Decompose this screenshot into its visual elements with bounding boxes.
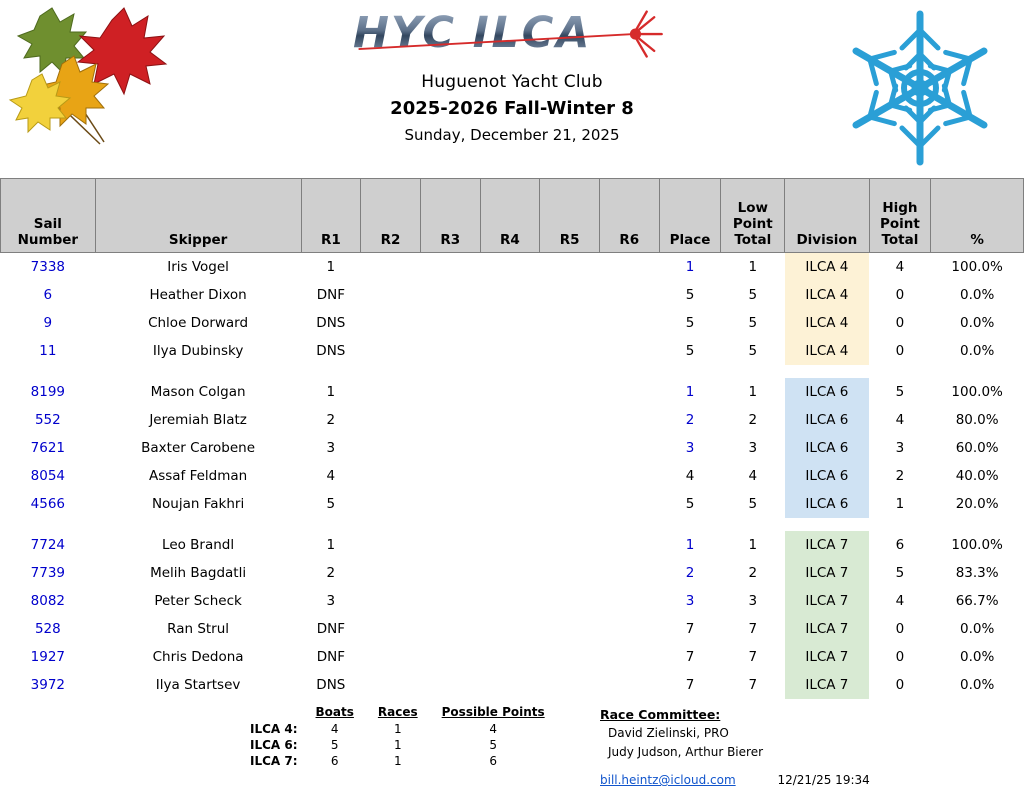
svg-text:ILCA: ILCA	[472, 8, 593, 59]
cell-r1: DNF	[316, 287, 345, 303]
group-spacer	[1, 365, 1024, 378]
cell-sail-number: 7739	[30, 565, 66, 581]
cell-r3	[420, 643, 480, 671]
cell-r4	[480, 406, 540, 434]
cell-percent: 100.0%	[951, 537, 1003, 553]
cell-r1: DNF	[316, 649, 345, 665]
cell-division: ILCA 4	[785, 281, 869, 309]
cell-r1: DNS	[316, 343, 346, 359]
cell-r4	[480, 490, 540, 518]
cell-division: ILCA 7	[785, 587, 869, 615]
summary-races: 1	[393, 738, 402, 752]
summary-body	[238, 721, 557, 769]
cell-r4	[480, 531, 540, 559]
col-header-high-line1: High	[882, 200, 918, 216]
group-spacer-cell	[1, 365, 1024, 378]
cell-sail-number: 7621	[30, 440, 66, 456]
col-header-high-line2: Point	[880, 216, 920, 232]
hyc-ilca-logo	[0, 6, 1024, 64]
col-header-percent: %	[931, 179, 1024, 253]
cell-low-point-total: 2	[748, 565, 758, 581]
cell-high-point-total: 4	[895, 593, 905, 609]
cell-skipper: Peter Scheck	[154, 593, 242, 609]
cell-r3	[420, 337, 480, 365]
cell-r6	[599, 671, 659, 699]
summary-boats: 6	[330, 754, 339, 768]
cell-r5	[540, 253, 600, 282]
cell-r4	[480, 462, 540, 490]
cell-skipper: Chloe Dorward	[148, 315, 249, 331]
col-header-r6: R6	[599, 179, 659, 253]
cell-low-point-total: 5	[748, 287, 758, 303]
table-header-row	[1, 179, 1024, 253]
cell-place: 7	[685, 677, 695, 693]
cell-r5	[540, 406, 600, 434]
cell-r2	[361, 490, 421, 518]
cell-r6	[599, 309, 659, 337]
cell-skipper: Melih Bagdatli	[150, 565, 247, 581]
cell-r1: DNF	[316, 621, 345, 637]
cell-percent: 100.0%	[951, 384, 1003, 400]
season-title: 2025-2026 Fall-Winter 8	[390, 98, 634, 119]
cell-skipper: Ran Strul	[167, 621, 230, 637]
cell-low-point-total: 5	[748, 496, 758, 512]
table-row	[1, 406, 1024, 434]
cell-r2	[361, 531, 421, 559]
col-header-low-point-total	[721, 179, 785, 253]
cell-r1: DNS	[316, 315, 346, 331]
cell-r6	[599, 378, 659, 406]
cell-r5	[540, 643, 600, 671]
cell-division: ILCA 4	[785, 337, 869, 365]
cell-r2	[361, 643, 421, 671]
cell-sail-number: 7338	[30, 259, 66, 275]
cell-r4	[480, 615, 540, 643]
cell-r6	[599, 559, 659, 587]
cell-sail-number: 8199	[30, 384, 66, 400]
col-header-r5: R5	[540, 179, 600, 253]
cell-division: ILCA 7	[785, 559, 869, 587]
cell-low-point-total: 1	[748, 259, 758, 275]
table-row	[1, 462, 1024, 490]
race-committee-block	[600, 705, 763, 762]
svg-text:HYC: HYC	[352, 8, 456, 59]
cell-place: 3	[685, 593, 695, 609]
cell-r4	[480, 309, 540, 337]
cell-high-point-total: 1	[895, 496, 905, 512]
cell-r4	[480, 559, 540, 587]
col-header-high-point-total	[869, 179, 931, 253]
cell-r3	[420, 615, 480, 643]
cell-r1: DNS	[316, 677, 346, 693]
page-footer	[0, 705, 1024, 805]
cell-place: 1	[685, 537, 695, 553]
cell-r1: 2	[326, 412, 336, 428]
cell-division: ILCA 4	[785, 309, 869, 337]
cell-sail-number: 7724	[30, 537, 66, 553]
cell-r3	[420, 671, 480, 699]
cell-r6	[599, 253, 659, 282]
summary-boats: 5	[330, 738, 339, 752]
cell-sail-number: 1927	[30, 649, 66, 665]
col-header-r2: R2	[361, 179, 421, 253]
race-committee-title: Race Committee:	[600, 707, 721, 722]
col-header-sail-line2: Number	[17, 232, 79, 248]
cell-r2	[361, 671, 421, 699]
cell-r3	[420, 253, 480, 282]
cell-division: ILCA 6	[785, 434, 869, 462]
cell-sail-number: 8082	[30, 593, 66, 609]
cell-division: ILCA 7	[785, 615, 869, 643]
cell-r2	[361, 378, 421, 406]
cell-sail-number: 6	[43, 287, 53, 303]
cell-r5	[540, 615, 600, 643]
cell-r1: 2	[326, 565, 336, 581]
summary-spacer	[238, 705, 304, 721]
cell-r3	[420, 531, 480, 559]
cell-percent: 60.0%	[955, 440, 999, 456]
cell-high-point-total: 5	[895, 384, 905, 400]
col-header-division: Division	[785, 179, 869, 253]
cell-skipper: Iris Vogel	[167, 259, 229, 275]
cell-r6	[599, 434, 659, 462]
cell-low-point-total: 7	[748, 621, 758, 637]
cell-high-point-total: 6	[895, 537, 905, 553]
cell-division: ILCA 6	[785, 378, 869, 406]
cell-place: 3	[685, 440, 695, 456]
cell-low-point-total: 7	[748, 677, 758, 693]
cell-r6	[599, 615, 659, 643]
cell-percent: 80.0%	[955, 412, 999, 428]
cell-place: 2	[685, 412, 695, 428]
table-row	[1, 490, 1024, 518]
cell-skipper: Noujan Fakhri	[151, 496, 245, 512]
cell-r1: 1	[326, 537, 336, 553]
summary-possible-points: 4	[489, 722, 497, 736]
cell-r3	[420, 378, 480, 406]
table-row	[1, 434, 1024, 462]
cell-percent: 0.0%	[960, 287, 995, 303]
cell-high-point-total: 0	[895, 343, 905, 359]
cell-high-point-total: 0	[895, 315, 905, 331]
summary-races: 1	[393, 722, 402, 736]
cell-r2	[361, 337, 421, 365]
results-body	[1, 253, 1024, 700]
cell-percent: 0.0%	[960, 343, 995, 359]
cell-low-point-total: 5	[748, 315, 758, 331]
cell-r5	[540, 531, 600, 559]
cell-sail-number: 11	[39, 343, 57, 359]
cell-low-point-total: 3	[748, 593, 758, 609]
cell-skipper: Jeremiah Blatz	[149, 412, 247, 428]
cell-r2	[361, 309, 421, 337]
cell-division: ILCA 6	[785, 406, 869, 434]
cell-r6	[599, 531, 659, 559]
cell-r2	[361, 434, 421, 462]
cell-r4	[480, 587, 540, 615]
race-date: Sunday, December 21, 2025	[404, 126, 620, 144]
col-header-sail-line1: Sail	[33, 216, 62, 232]
summary-row	[238, 721, 557, 737]
cell-low-point-total: 7	[748, 649, 758, 665]
cell-r6	[599, 587, 659, 615]
cell-high-point-total: 4	[895, 412, 905, 428]
cell-r3	[420, 309, 480, 337]
col-header-sail-number	[1, 179, 96, 253]
cell-skipper: Baxter Carobene	[141, 440, 256, 456]
table-row	[1, 309, 1024, 337]
cell-sail-number: 3972	[30, 677, 66, 693]
cell-low-point-total: 3	[748, 440, 758, 456]
cell-r5	[540, 587, 600, 615]
cell-r6	[599, 337, 659, 365]
cell-r4	[480, 434, 540, 462]
col-header-low-line2: Point	[732, 216, 773, 232]
col-header-r3: R3	[420, 179, 480, 253]
cell-r2	[361, 462, 421, 490]
cell-r1: 3	[326, 593, 336, 609]
cell-r5	[540, 462, 600, 490]
cell-division: ILCA 6	[785, 490, 869, 518]
cell-skipper: Assaf Feldman	[148, 468, 248, 484]
summary-col-races: Races	[377, 705, 418, 719]
cell-low-point-total: 4	[748, 468, 758, 484]
cell-r4	[480, 378, 540, 406]
col-header-r1: R1	[301, 179, 361, 253]
cell-r2	[361, 615, 421, 643]
cell-r3	[420, 490, 480, 518]
cell-high-point-total: 3	[895, 440, 905, 456]
cell-division: ILCA 6	[785, 462, 869, 490]
cell-high-point-total: 0	[895, 677, 905, 693]
cell-r3	[420, 281, 480, 309]
cell-percent: 0.0%	[960, 315, 995, 331]
cell-r6	[599, 406, 659, 434]
cell-percent: 0.0%	[960, 677, 995, 693]
cell-r4	[480, 671, 540, 699]
cell-r2	[361, 587, 421, 615]
cell-r1: 1	[326, 259, 336, 275]
page-header	[0, 0, 1024, 178]
cell-low-point-total: 5	[748, 343, 758, 359]
contact-email-link[interactable]: bill.heintz@icloud.com	[600, 773, 736, 787]
col-header-skipper: Skipper	[95, 179, 301, 253]
summary-division-label: ILCA 6:	[250, 738, 298, 752]
summary-division-label: ILCA 7:	[250, 754, 298, 768]
cell-r5	[540, 309, 600, 337]
cell-percent: 20.0%	[955, 496, 999, 512]
summary-division-label: ILCA 4:	[250, 722, 298, 736]
cell-percent: 0.0%	[960, 649, 995, 665]
cell-place: 7	[685, 649, 695, 665]
summary-col-possible-points: Possible Points	[441, 705, 545, 719]
cell-skipper: Leo Brandl	[162, 537, 235, 553]
cell-sail-number: 528	[34, 621, 61, 637]
cell-low-point-total: 1	[748, 384, 758, 400]
cell-high-point-total: 2	[895, 468, 905, 484]
col-header-low-line1: Low	[737, 200, 768, 216]
cell-skipper: Ilya Dubinsky	[152, 343, 244, 359]
cell-r3	[420, 434, 480, 462]
cell-r6	[599, 490, 659, 518]
table-row	[1, 337, 1024, 365]
division-summary	[238, 705, 557, 769]
cell-place: 1	[685, 259, 695, 275]
cell-place: 5	[685, 496, 695, 512]
cell-r5	[540, 559, 600, 587]
cell-r4	[480, 643, 540, 671]
summary-possible-points: 6	[489, 754, 497, 768]
table-row	[1, 587, 1024, 615]
cell-r2	[361, 559, 421, 587]
cell-r4	[480, 253, 540, 282]
cell-r5	[540, 337, 600, 365]
cell-r5	[540, 434, 600, 462]
generated-timestamp: 12/21/25 19:34	[777, 773, 870, 787]
group-spacer-cell	[1, 518, 1024, 531]
results-table	[0, 178, 1024, 699]
cell-percent: 40.0%	[955, 468, 999, 484]
cell-sail-number: 9	[43, 315, 53, 331]
col-header-low-line3: Total	[734, 232, 772, 248]
table-row	[1, 531, 1024, 559]
cell-percent: 83.3%	[955, 565, 999, 581]
cell-high-point-total: 0	[895, 649, 905, 665]
cell-sail-number: 4566	[30, 496, 66, 512]
table-row	[1, 671, 1024, 699]
cell-r5	[540, 671, 600, 699]
table-row	[1, 615, 1024, 643]
cell-percent: 0.0%	[960, 621, 995, 637]
summary-header-row	[238, 705, 557, 721]
cell-division: ILCA 4	[785, 253, 869, 282]
summary-boats: 4	[330, 722, 339, 736]
cell-place: 7	[685, 621, 695, 637]
cell-percent: 66.7%	[955, 593, 999, 609]
cell-place: 2	[685, 565, 695, 581]
col-header-place: Place	[659, 179, 721, 253]
cell-r1: 5	[326, 496, 336, 512]
cell-r4	[480, 281, 540, 309]
col-header-high-line3: Total	[881, 232, 919, 248]
cell-skipper: Chris Dedona	[152, 649, 244, 665]
cell-r1: 3	[326, 440, 336, 456]
cell-r3	[420, 462, 480, 490]
cell-sail-number: 552	[34, 412, 61, 428]
cell-r6	[599, 462, 659, 490]
race-committee-members: Judy Judson, Arthur Bierer	[608, 744, 764, 759]
cell-r2	[361, 281, 421, 309]
cell-r6	[599, 281, 659, 309]
summary-races: 1	[393, 754, 402, 768]
cell-place: 5	[685, 343, 695, 359]
table-row	[1, 253, 1024, 282]
cell-sail-number: 8054	[30, 468, 66, 484]
col-header-r4: R4	[480, 179, 540, 253]
group-spacer	[1, 518, 1024, 531]
cell-place: 5	[685, 287, 695, 303]
table-row	[1, 281, 1024, 309]
cell-high-point-total: 0	[895, 287, 905, 303]
cell-high-point-total: 5	[895, 565, 905, 581]
summary-possible-points: 5	[489, 738, 497, 752]
cell-division: ILCA 7	[785, 531, 869, 559]
cell-skipper: Heather Dixon	[149, 287, 247, 303]
cell-r2	[361, 253, 421, 282]
cell-place: 1	[685, 384, 695, 400]
contact-row	[600, 773, 870, 787]
cell-skipper: Ilya Startsev	[155, 677, 241, 693]
cell-r5	[540, 281, 600, 309]
cell-r3	[420, 587, 480, 615]
table-row	[1, 559, 1024, 587]
cell-place: 5	[685, 315, 695, 331]
cell-r5	[540, 490, 600, 518]
cell-r3	[420, 559, 480, 587]
cell-low-point-total: 1	[748, 537, 758, 553]
cell-r1: 4	[326, 468, 336, 484]
cell-division: ILCA 7	[785, 643, 869, 671]
summary-row	[238, 753, 557, 769]
cell-r6	[599, 643, 659, 671]
cell-high-point-total: 0	[895, 621, 905, 637]
cell-r1: 1	[326, 384, 336, 400]
cell-skipper: Mason Colgan	[150, 384, 246, 400]
cell-r4	[480, 337, 540, 365]
cell-r3	[420, 406, 480, 434]
cell-high-point-total: 4	[895, 259, 905, 275]
title-block	[0, 0, 1024, 144]
cell-r5	[540, 378, 600, 406]
table-row	[1, 378, 1024, 406]
cell-place: 4	[685, 468, 695, 484]
cell-division: ILCA 7	[785, 671, 869, 699]
race-committee-pro: David Zielinski, PRO	[608, 726, 729, 741]
table-row	[1, 643, 1024, 671]
cell-r2	[361, 406, 421, 434]
club-name: Huguenot Yacht Club	[421, 72, 603, 92]
cell-percent: 100.0%	[951, 259, 1003, 275]
cell-low-point-total: 2	[748, 412, 758, 428]
summary-row	[238, 737, 557, 753]
summary-col-boats: Boats	[315, 705, 354, 719]
